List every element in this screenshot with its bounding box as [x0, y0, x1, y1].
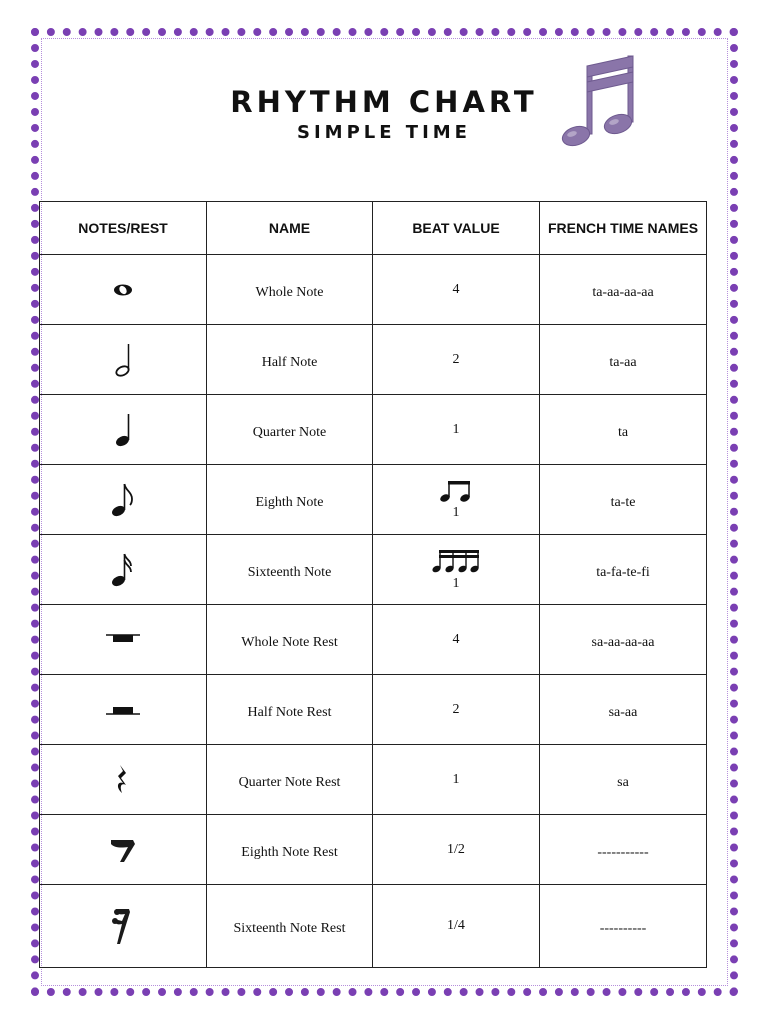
symbol-cell	[40, 675, 207, 745]
note-name: Sixteenth Note	[247, 564, 332, 580]
table-row	[40, 605, 707, 675]
table-row	[40, 255, 707, 325]
french-time-name: ta-aa-aa-aa	[592, 284, 654, 300]
french-time-cell	[540, 885, 707, 968]
name-cell	[207, 605, 373, 675]
name-cell	[207, 465, 373, 535]
french-time-cell	[540, 605, 707, 675]
note-name: Whole Note	[255, 284, 324, 300]
name-cell	[207, 395, 373, 465]
beat-value-cell	[373, 675, 540, 745]
beamed-sixteenth-notes-icon	[560, 52, 642, 150]
symbol-cell	[40, 535, 207, 605]
sixteenth-note-icon	[110, 552, 136, 588]
beat-value-cell	[373, 325, 540, 395]
eighth-note-icon	[110, 482, 136, 518]
french-time-name: sa-aa	[608, 704, 638, 720]
note-name: Quarter Note	[252, 424, 327, 440]
french-time-cell	[540, 325, 707, 395]
beat-value: 4	[452, 281, 460, 297]
french-time-cell	[540, 465, 707, 535]
quarter-note-icon	[111, 412, 135, 448]
sixteenth-rest-icon	[109, 906, 137, 946]
table-row	[40, 885, 707, 968]
two-beamed-eighth-notes-icon	[438, 479, 474, 503]
beat-value-cell	[373, 605, 540, 675]
table-row	[40, 325, 707, 395]
french-time-name: sa	[617, 774, 629, 790]
french-time-cell	[540, 255, 707, 325]
title-block	[0, 84, 768, 146]
four-beamed-sixteenth-notes-icon	[431, 548, 481, 574]
name-cell	[207, 675, 373, 745]
table-row	[40, 465, 707, 535]
beat-value-cell	[373, 535, 540, 605]
name-cell	[207, 325, 373, 395]
column-header-name: NAME	[207, 202, 373, 255]
beat-value: 2	[452, 701, 460, 717]
page-title: RHYTHM CHART	[230, 85, 538, 119]
note-name: Whole Note Rest	[241, 634, 338, 650]
beat-value: 2	[452, 351, 460, 367]
whole-note-icon	[111, 282, 135, 298]
beat-value-cell	[373, 815, 540, 885]
table-row	[40, 535, 707, 605]
note-name: Half Note Rest	[247, 704, 332, 720]
symbol-cell	[40, 465, 207, 535]
note-name: Sixteenth Note Rest	[233, 921, 346, 936]
symbol-cell	[40, 325, 207, 395]
column-header-french-time-names: FRENCH TIME NAMES	[540, 202, 707, 255]
symbol-cell	[40, 745, 207, 815]
beat-value: 1	[452, 771, 460, 787]
name-cell	[207, 885, 373, 968]
beat-value-cell	[373, 395, 540, 465]
symbol-cell	[40, 255, 207, 325]
beat-value: 1/4	[447, 918, 465, 933]
table-row	[40, 395, 707, 465]
whole-rest-icon	[104, 633, 142, 647]
beat-value-cell	[373, 465, 540, 535]
column-header-beat-value: BEAT VALUE	[373, 202, 540, 255]
name-cell	[207, 815, 373, 885]
symbol-cell	[40, 885, 207, 968]
french-time-name: ta	[617, 424, 629, 440]
page-subtitle: SIMPLE TIME	[297, 122, 471, 143]
beat-value: 1	[452, 575, 460, 591]
french-time-name: sa-aa-aa-aa	[591, 634, 655, 650]
french-time-cell	[540, 395, 707, 465]
beat-value-cell	[373, 255, 540, 325]
french-time-name: -----------	[597, 844, 649, 860]
table-row	[40, 675, 707, 745]
beat-value: 1/2	[447, 841, 465, 857]
symbol-cell	[40, 605, 207, 675]
symbol-cell	[40, 395, 207, 465]
beat-value-cell	[373, 745, 540, 815]
eighth-rest-icon	[108, 835, 138, 865]
symbol-cell	[40, 815, 207, 885]
beat-value: 4	[452, 631, 460, 647]
name-cell	[207, 535, 373, 605]
half-rest-icon	[104, 703, 142, 717]
french-time-cell	[540, 535, 707, 605]
name-cell	[207, 255, 373, 325]
french-time-name: ta-fa-te-fi	[596, 564, 650, 580]
beat-value-cell	[373, 885, 540, 968]
column-header-notes-rest: NOTES/REST	[40, 202, 207, 255]
french-time-name: ta-te	[610, 494, 636, 510]
table-header-row	[40, 202, 707, 255]
quarter-rest-icon	[113, 763, 133, 797]
half-note-icon	[111, 342, 135, 378]
french-time-name: ----------	[599, 921, 647, 936]
table-row	[40, 745, 707, 815]
note-name: Half Note	[261, 354, 318, 370]
table-row	[40, 815, 707, 885]
french-time-cell	[540, 815, 707, 885]
french-time-cell	[540, 745, 707, 815]
beat-value: 1	[452, 421, 460, 437]
name-cell	[207, 745, 373, 815]
note-name: Eighth Note Rest	[241, 844, 338, 860]
french-time-cell	[540, 675, 707, 745]
rhythm-table	[39, 201, 707, 968]
note-name: Quarter Note Rest	[238, 774, 341, 790]
note-name: Eighth Note	[255, 494, 324, 510]
french-time-name: ta-aa	[609, 354, 637, 370]
beat-value: 1	[452, 504, 460, 520]
